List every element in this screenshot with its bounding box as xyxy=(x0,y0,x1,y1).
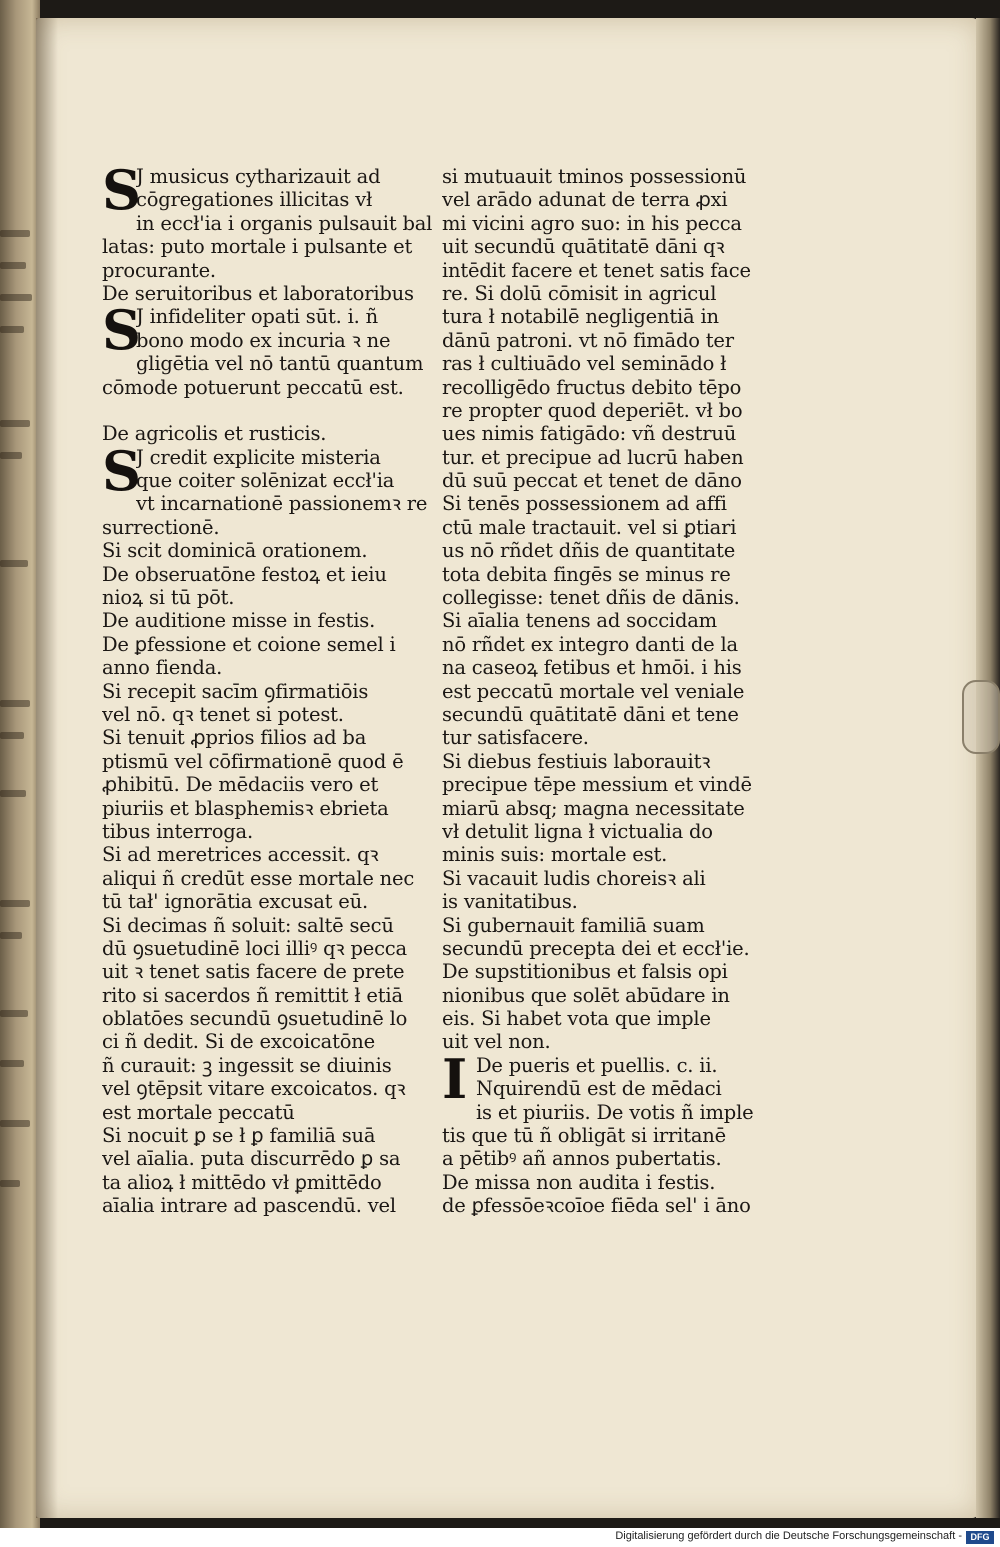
text-line: cōmode potuerunt peccatū est. xyxy=(102,375,404,399)
text-line: tur satisfacere. xyxy=(442,726,589,750)
text-line: ctū male tractauit. vel si ꝑtiari xyxy=(442,515,737,539)
text-line: secundū precepta dei et eccł'ie. xyxy=(442,936,750,960)
text-line: De agricolis et rusticis. xyxy=(102,422,327,446)
text-line: rito si sacerdos ñ remittit ł etiā xyxy=(102,983,403,1007)
text-line: aliqui ñ credūt esse mortale nec xyxy=(102,866,415,890)
text-line: uit ꝛ tenet satis facere de prete xyxy=(102,960,405,984)
text-line: mi vicini agro suo: in his pecca xyxy=(442,211,742,235)
text-line: J infideliter opati sūt. i. ñ xyxy=(136,305,378,329)
text-block xyxy=(102,376,432,446)
text-line: J credit explicite misteria xyxy=(136,445,381,469)
text-line: secundū quātitatē dāni et tene xyxy=(442,702,739,726)
text-line: latas: puto mortale i pulsante et xyxy=(102,235,413,259)
text-line: Si scit dominicā orationem. xyxy=(102,539,368,563)
text-block xyxy=(102,165,432,235)
text-line: aīalia intrare ad pascendū. vel xyxy=(102,1194,396,1218)
text-line: recolligēdo fructus debito tēpo xyxy=(442,375,742,399)
text-line: J musicus cytharizauit ad xyxy=(136,165,381,188)
text-block xyxy=(102,516,432,1218)
right-text-column xyxy=(442,165,772,1218)
text-line: gligētia vel nō tantū quantum xyxy=(136,352,424,376)
text-line: De pueris et puellis. c. ii. xyxy=(476,1053,718,1077)
text-line: ues nimis fatigādo: vñ destruū xyxy=(442,422,737,446)
text-block xyxy=(102,235,432,305)
text-line: Si nocuit ꝑ se ł ꝑ familiā suā xyxy=(102,1124,376,1148)
text-line: tota debita fingēs se minus re xyxy=(442,562,731,586)
drop-initial: S xyxy=(102,445,141,503)
text-line: est mortale peccatū xyxy=(102,1100,295,1124)
text-line: tur. et precipue ad lucrū haben xyxy=(442,445,744,469)
text-block xyxy=(102,305,432,375)
text-line: Si recepit sacīm ꝯfirmatiōis xyxy=(102,679,369,703)
text-line: nionibus que solēt abūdare in xyxy=(442,983,730,1007)
text-line: dānū patroni. vt nō fimādo ter xyxy=(442,328,734,352)
page-stack-edge xyxy=(976,18,1000,1518)
text-line: miarū absq; magna necessitate xyxy=(442,796,745,820)
gutter-shadow xyxy=(36,18,58,1518)
text-line: dū ꝯsuetudinē loci illiꝰ qꝛ pecca xyxy=(102,936,407,960)
text-line: De auditione misse in festis. xyxy=(102,609,376,633)
text-line: De missa non audita i festis. xyxy=(442,1170,716,1194)
text-line: ci ñ dedit. Si de excoicatōne xyxy=(102,1030,375,1054)
text-line: vt incarnationē passionemꝛ re xyxy=(136,492,428,516)
drop-initial: S xyxy=(102,305,141,363)
text-line: Si aīalia tenens ad soccidam xyxy=(442,609,717,633)
text-line: eis. Si habet vota que imple xyxy=(442,1007,711,1031)
text-line: nō rñdet ex integro danti de la xyxy=(442,632,738,656)
text-line: collegisse: tenet dñis de dānis. xyxy=(442,586,740,610)
text-block xyxy=(442,1124,772,1218)
text-line: tura ł notabilē negligentiā in xyxy=(442,305,719,329)
text-line: is et piuriis. De votis ñ imple xyxy=(476,1100,754,1124)
text-line: de ꝑfessōeꝛcoīoe fiēda sel' i āno xyxy=(442,1194,751,1218)
text-line: intēdit facere et tenet satis face xyxy=(442,258,751,282)
text-line: Nquirendū est de mēdaci xyxy=(476,1077,722,1101)
text-line: tū tał' ignorātia excusat eū. xyxy=(102,890,368,914)
text-line: vel arādo adunat de terra ꝓxi xyxy=(442,188,728,212)
text-line: oblatōes secundū ꝯsuetudinē lo xyxy=(102,1007,408,1031)
text-line: Si vacauit ludis choreisꝛ ali xyxy=(442,866,706,890)
text-line: procurante. xyxy=(102,258,216,282)
text-line: De supstitionibus et falsis opi xyxy=(442,960,728,984)
text-line: que coiter solēnizat eccł'ia xyxy=(136,469,395,493)
text-line: anno fienda. xyxy=(102,656,223,680)
text-block xyxy=(442,165,772,1054)
text-line: precipue tēpe messium et vindē xyxy=(442,773,752,797)
text-line: Si decimas ñ soluit: saltē secū xyxy=(102,913,394,937)
text-line: ñ curauit: ꝫ ingessit se diuinis xyxy=(102,1053,392,1077)
text-line: surrectionē. xyxy=(102,515,220,539)
text-line: cōgregationes illicitas vł xyxy=(136,188,373,212)
text-line: uit vel non. xyxy=(442,1030,551,1054)
text-line: re propter quod deperiēt. vł bo xyxy=(442,398,743,422)
footer-credit: Digitalisierung gefördert durch die Deutsche Forschungsgemeinschaft - xyxy=(615,1530,962,1542)
text-line: si mutuauit tminos possessionū xyxy=(442,165,747,188)
text-line: re. Si dolū cōmisit in agricul xyxy=(442,281,717,305)
text-line: us nō rñdet dñis de quantitate xyxy=(442,539,736,563)
text-line: is vanitatibus. xyxy=(442,890,578,914)
text-line: ras ł cultiuādo vel seminādo ł xyxy=(442,352,727,376)
text-line: tis que tū ñ obligāt si irritanē xyxy=(442,1124,726,1148)
text-line: De obseruatōne festoꝝ et ieiu xyxy=(102,562,387,586)
text-line: ptismū vel cōfirmationē quod ē xyxy=(102,749,404,773)
text-line: dū suū peccat et tenet de dāno xyxy=(442,469,742,493)
text-line: vel aīalia. puta discurrēdo ꝑ sa xyxy=(102,1147,401,1171)
text-line: est peccatū mortale vel veniale xyxy=(442,679,745,703)
text-line: na caseoꝝ fetibus et hmōi. i his xyxy=(442,656,742,680)
text-block xyxy=(102,446,432,516)
text-line: in eccł'ia i organis pulsauit bal xyxy=(136,211,432,235)
text-line: uit secundū quātitatē dāni qꝛ xyxy=(442,235,725,259)
text-line: Si tenuit ꝓprios filios ad ba xyxy=(102,726,367,750)
clasp-mark xyxy=(962,680,1000,754)
text-line: piuriis et blasphemisꝛ ebrieta xyxy=(102,796,389,820)
drop-initial: S xyxy=(102,165,141,222)
drop-initial: I xyxy=(442,1053,468,1111)
text-line: Si gubernauit familiā suam xyxy=(442,913,705,937)
text-line: Si diebus festiuis laborauitꝛ xyxy=(442,749,711,773)
text-block xyxy=(442,1054,772,1124)
text-line: De seruitoribus et laboratoribus xyxy=(102,281,414,305)
text-line: vel nō. qꝛ tenet si potest. xyxy=(102,702,344,726)
text-line xyxy=(102,399,432,422)
text-line: vł detulit ligna ł victualia do xyxy=(442,819,713,843)
text-line: tibus interroga. xyxy=(102,819,253,843)
previous-page-edge xyxy=(0,0,40,1528)
text-line: Si tenēs possessionem ad affi xyxy=(442,492,727,516)
text-line: ta alioꝝ ł mittēdo vł ꝑmittēdo xyxy=(102,1170,382,1194)
text-line: vel ꝯtēpsit vitare excoicatos. qꝛ xyxy=(102,1077,406,1101)
text-line: De ꝑfessione et coione semel i xyxy=(102,632,396,656)
text-line: bono modo ex incuria ꝛ ne xyxy=(136,328,391,352)
left-text-column xyxy=(102,165,432,1218)
text-line: Si ad meretrices accessit. qꝛ xyxy=(102,843,379,867)
footer-bar xyxy=(0,1528,1000,1547)
text-line: nioꝝ si tū pōt. xyxy=(102,586,235,610)
dfg-logo: DFG xyxy=(966,1531,994,1544)
text-line: a pētibꝰ añ annos pubertatis. xyxy=(442,1147,722,1171)
text-line: minis suis: mortale est. xyxy=(442,843,668,867)
text-line: ꝓhibitū. De mēdaciis vero et xyxy=(102,773,379,797)
